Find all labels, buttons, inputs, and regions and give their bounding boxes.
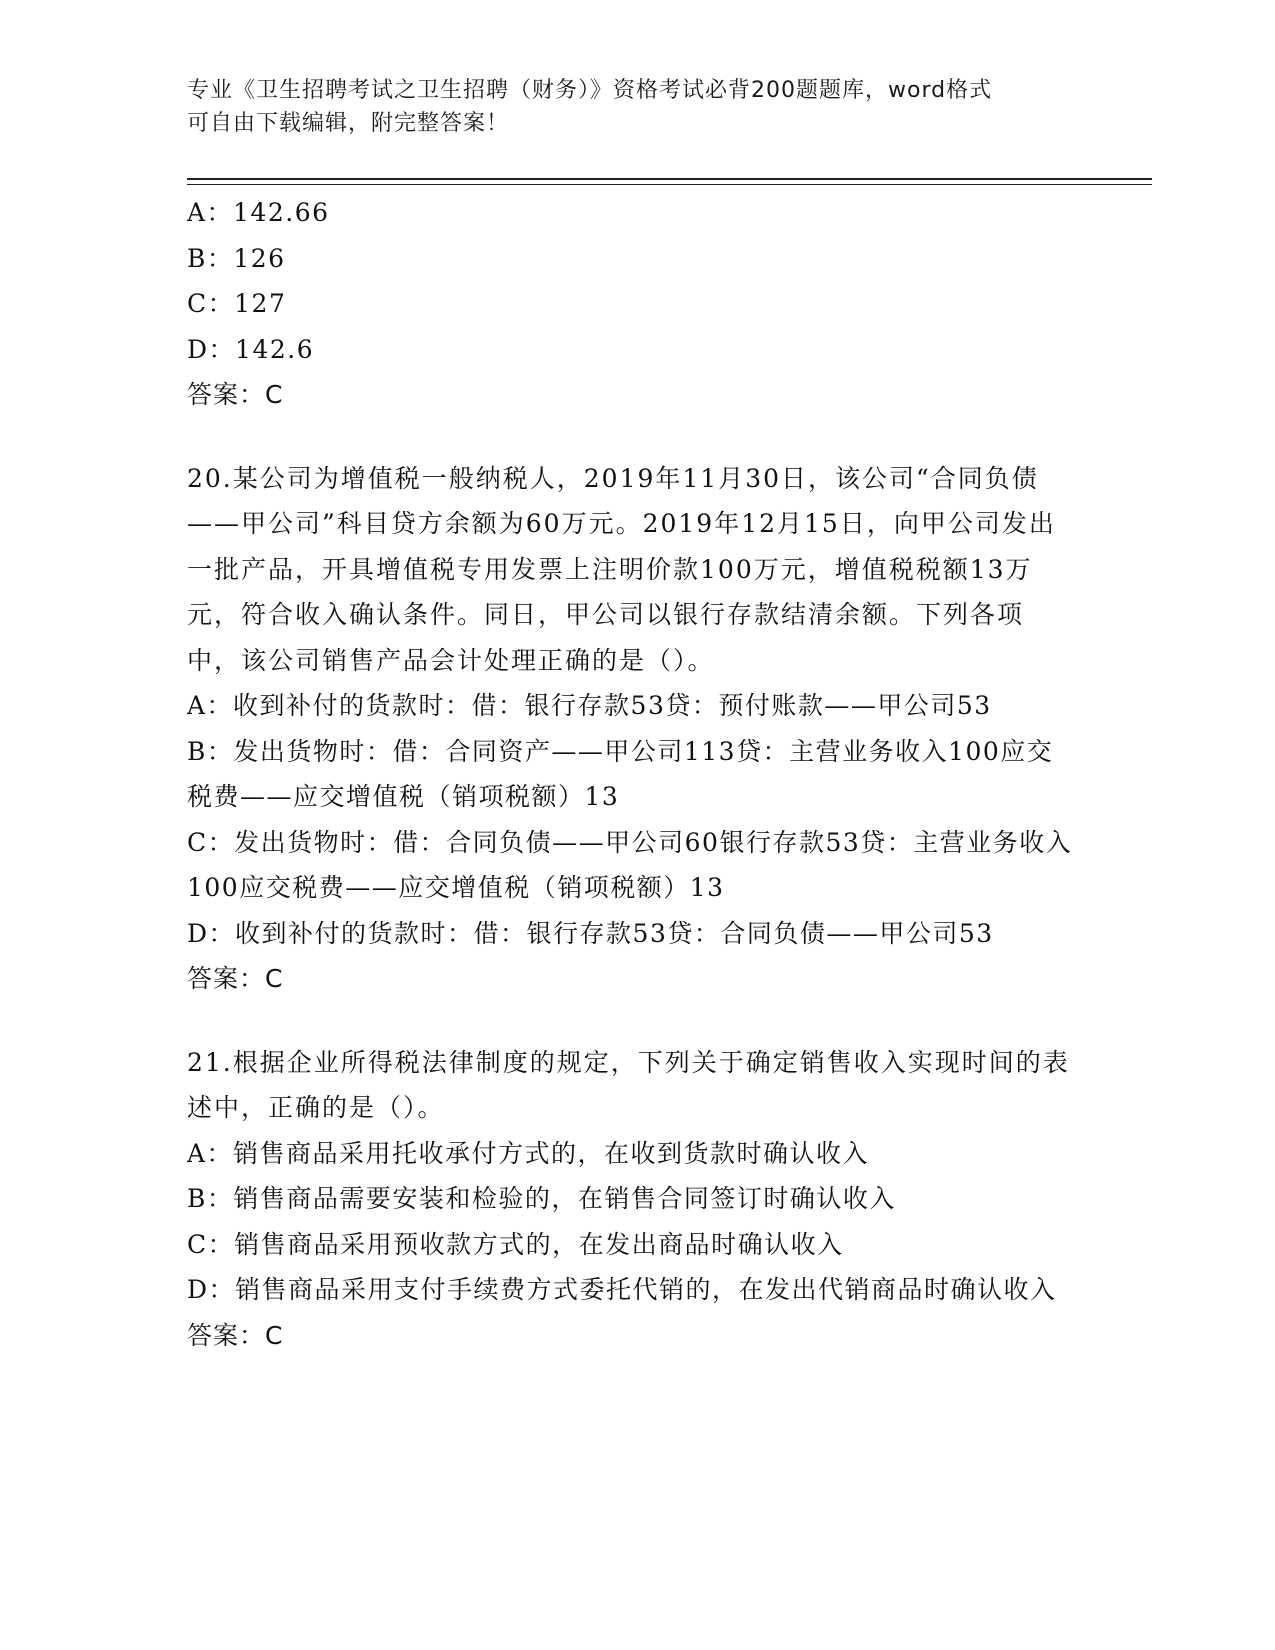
option-b: B：销售商品需要安装和检验的，在销售合同签订时确认收入	[187, 1184, 896, 1213]
option-c: C：发出货物时：借：合同负债——甲公司60银行存款53贷：主营业务收入100应交税费——应交增值税（销项税额）13	[187, 827, 1073, 902]
answer-line: 答案：C	[187, 964, 284, 993]
question-19	[187, 190, 1077, 418]
document-header	[187, 74, 1067, 140]
header-divider-thick	[187, 178, 1152, 180]
option-a: A：收到补付的货款时：借：银行存款53贷：预付账款——甲公司53	[187, 691, 992, 720]
option-c: C：127	[187, 289, 287, 318]
option-b: B：发出货物时：借：合同资产——甲公司113贷：主营业务收入100应交税费——应交增值税（销项税额）13	[187, 736, 1054, 811]
header-title-line-1: 专业《卫生招聘考试之卫生招聘（财务）》资格考试必背200题题库，word格式	[187, 78, 993, 103]
answer-line: 答案：C	[187, 380, 284, 409]
question-21	[187, 1040, 1077, 1359]
spacer	[187, 418, 1077, 456]
option-a: A：142.66	[187, 198, 330, 227]
option-a: A：销售商品采用托收承付方式的，在收到货款时确认收入	[187, 1138, 870, 1168]
question-text: 20.某公司为增值税一般纳税人，2019年11月30日，该公司“合同负债——甲公司”科目贷方余额为60万元。2019年12月15日，向甲公司发出一批产品，开具增值税专用发票上注明价款100万元，增值税税额13万元，符合收入确认条件。同日，甲公司以银行存款结清余额。下列各项中，该公司销售产品会计处理正确的是（）。	[187, 463, 1056, 675]
question-list	[187, 190, 1077, 1358]
option-d: D：销售商品采用支付手续费方式委托代销的，在发出代销商品时确认收入	[187, 1275, 1057, 1304]
header-divider-thin	[187, 184, 1152, 185]
spacer	[187, 1002, 1077, 1040]
answer-line: 答案：C	[187, 1320, 284, 1350]
header-title-line-2: 可自由下载编辑，附完整答案！	[187, 111, 510, 136]
question-20	[187, 456, 1077, 1002]
option-b: B：126	[187, 243, 286, 273]
option-c: C：销售商品采用预收款方式的，在发出商品时确认收入	[187, 1229, 844, 1259]
question-text: 21.根据企业所得税法律制度的规定，下列关于确定销售收入实现时间的表述中，正确的是（）。	[187, 1047, 1070, 1122]
option-d: D：142.6	[187, 334, 315, 364]
option-d: D：收到补付的货款时：借：银行存款53贷：合同负债——甲公司53	[187, 918, 994, 948]
